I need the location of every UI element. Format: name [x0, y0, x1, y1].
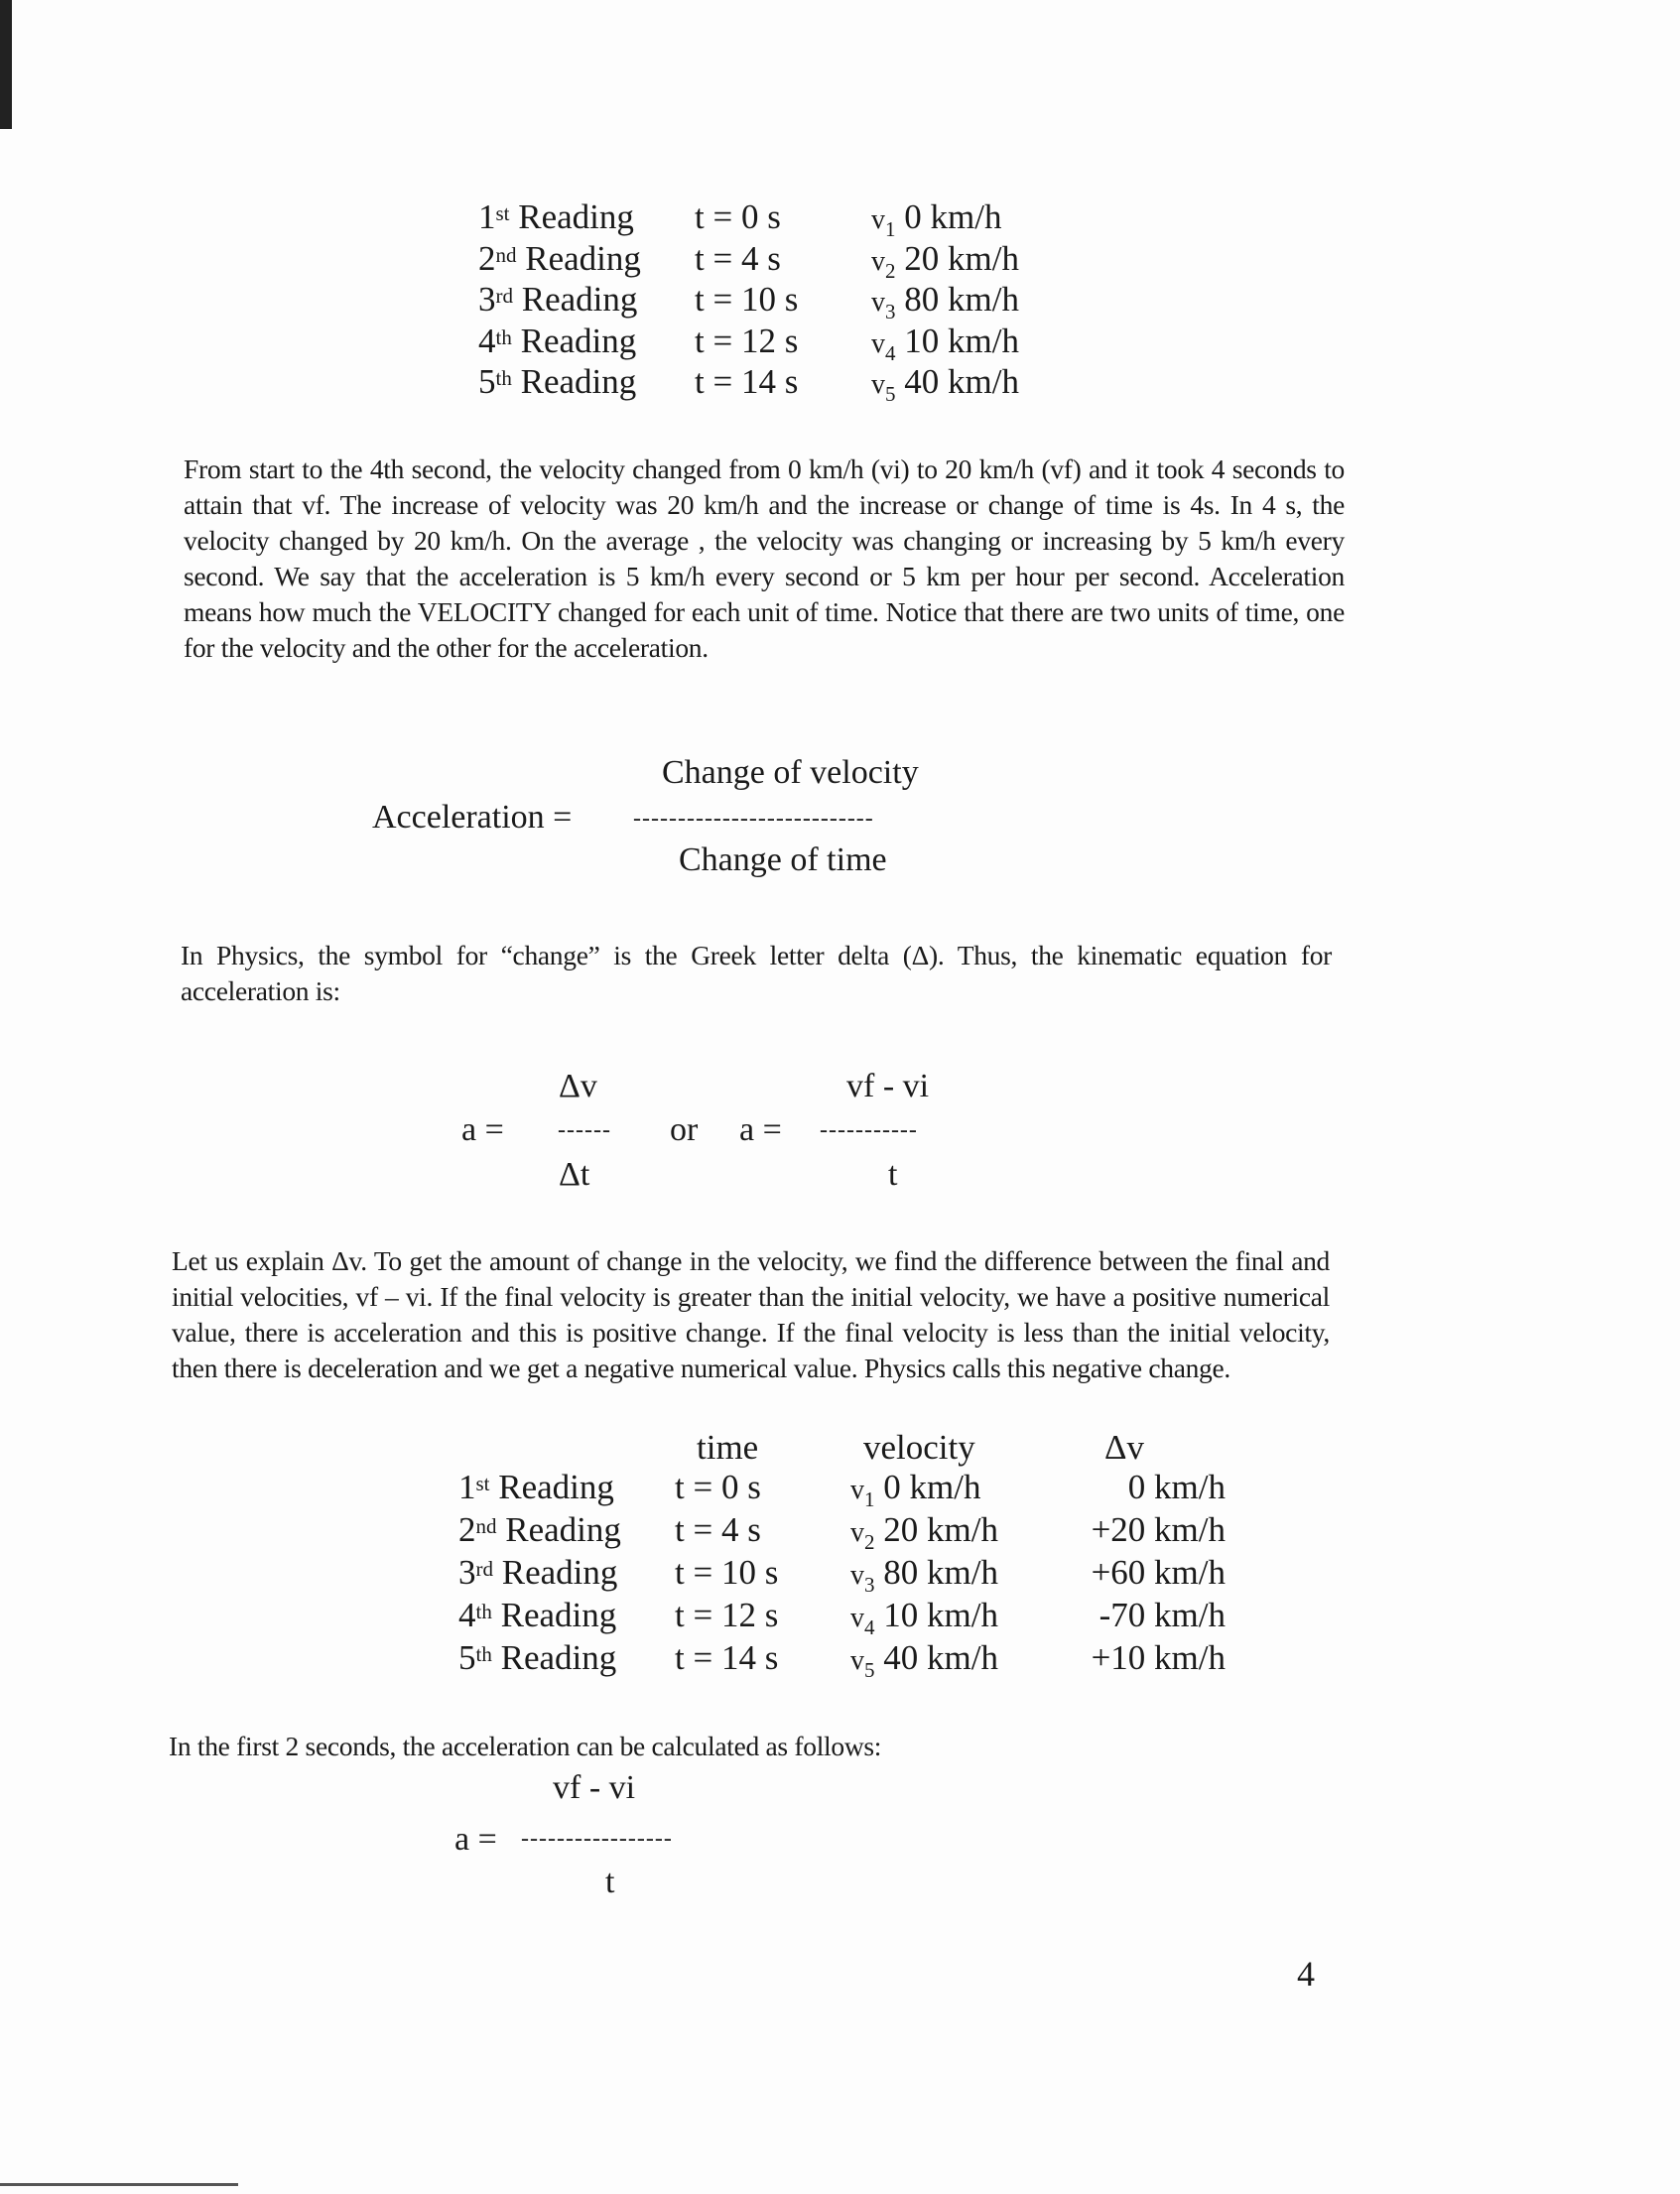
reading-time: t = 14 s	[675, 1638, 779, 1677]
formula2-lhs1: a =	[461, 1111, 504, 1148]
reading-word: Reading	[505, 1510, 621, 1549]
velocity-symbol: v	[850, 1560, 864, 1591]
paragraph-acceleration-intro: From start to the 4th second, the velocity changed from 0 km/h (vi) to 20 km/h (vf) and it took 4 seconds to attain that vf. The increase of velocity was 20 km/h and the increase or change of time is 4s. In 4 s, the velocity changed by 20 km/h. On the average , the velocity was changing or increasing by 5 km/h every second. We say that the acceleration is 5 km/h every second or 5 km per hour per second. Acceleration means how much the VELOCITY changed for each unit of time. Notice that there are two units of time, one for the velocity and the other for the acceleration.	[184, 453, 1345, 663]
velocity-symbol: v	[850, 1475, 864, 1505]
velocity-value: 0 km/h	[904, 197, 1002, 236]
reading-ordinal-suffix: st	[495, 201, 510, 225]
formula3-fraction-bar: -----------------	[521, 1826, 673, 1852]
scan-bottom-line	[0, 2183, 238, 2186]
velocity-symbol: v	[871, 327, 885, 359]
velocity-symbol: v	[871, 204, 885, 235]
reading-time: t = 4 s	[675, 1510, 761, 1549]
velocity-subscript: 4	[864, 1615, 875, 1639]
formula1-lhs: Acceleration =	[372, 799, 573, 836]
reading-velocity	[871, 361, 1019, 415]
velocity-value: 20 km/h	[883, 1510, 998, 1549]
paragraph-first-seconds: In the first 2 seconds, the acceleration can be calculated as follows:	[169, 1731, 882, 1761]
velocity-value: 0 km/h	[883, 1468, 981, 1506]
reading-label	[458, 1467, 614, 1508]
reading-label	[478, 321, 636, 362]
formula3-numerator: vf - vi	[553, 1769, 636, 1806]
reading-time: t = 14 s	[695, 362, 799, 401]
paragraph-delta: In Physics, the symbol for “change” is the Greek letter delta (Δ). Thus, the kinematic equation for acceleration is:	[181, 940, 1332, 1006]
reading-time: t = 4 s	[695, 238, 781, 278]
paragraph-delta-v: Let us explain Δv. To get the amount of change in the velocity, we find the difference between the final and initial velocities, vf – vi. If the final velocity is greater than the initial velocity, we have a positive numerical value, there is acceleration and this is positive change. If the final velocity is less than the initial velocity, then there is deceleration and we get a negative numerical value. Physics calls this negative change.	[172, 1245, 1330, 1383]
formula1-fraction-bar: ---------------------------	[633, 806, 874, 832]
reading-velocity	[850, 1637, 998, 1691]
reading-delta-v: 0 km/h	[1127, 1468, 1226, 1506]
formula2-num2: vf - vi	[846, 1068, 930, 1104]
formula1-denominator: Change of time	[679, 841, 887, 878]
reading-time: t = 12 s	[695, 321, 799, 360]
reading-ordinal-suffix: th	[495, 366, 512, 390]
reading-time: t = 12 s	[675, 1596, 779, 1634]
formula2-den1: Δt	[559, 1156, 590, 1193]
reading-ordinal: 3	[458, 1553, 476, 1592]
reading-label	[458, 1552, 617, 1594]
reading-ordinal: 1	[458, 1468, 476, 1506]
reading-time: t = 0 s	[695, 197, 781, 236]
reading-ordinal: 2	[458, 1510, 476, 1549]
reading-time: t = 10 s	[675, 1553, 779, 1592]
formula3-lhs: a =	[454, 1821, 497, 1858]
scan-edge	[0, 0, 12, 129]
reading-label	[478, 279, 637, 321]
velocity-symbol: v	[871, 245, 885, 277]
table2-header-time: time	[697, 1428, 759, 1467]
reading-word: Reading	[498, 1468, 614, 1506]
reading-ordinal: 1	[478, 197, 496, 236]
formula3-denominator: t	[605, 1864, 615, 1900]
velocity-subscript: 1	[885, 217, 896, 241]
formula1-numerator: Change of velocity	[662, 754, 919, 791]
reading-ordinal: 2	[478, 238, 496, 278]
velocity-subscript: 2	[864, 1530, 875, 1554]
reading-word: Reading	[500, 1596, 617, 1634]
velocity-symbol: v	[850, 1603, 864, 1633]
reading-label	[458, 1509, 621, 1551]
reading-label	[478, 361, 636, 403]
velocity-subscript: 3	[885, 300, 896, 323]
reading-word: Reading	[520, 321, 637, 360]
formula2-bar2: -----------	[820, 1117, 918, 1143]
velocity-value: 10 km/h	[904, 321, 1019, 360]
velocity-value: 20 km/h	[904, 238, 1019, 278]
reading-ordinal-suffix: th	[475, 1642, 492, 1666]
reading-ordinal-suffix: nd	[495, 242, 517, 267]
reading-ordinal: 5	[478, 362, 496, 401]
reading-word: Reading	[521, 280, 638, 319]
table2-header-velocity: velocity	[863, 1428, 975, 1467]
reading-time: t = 0 s	[675, 1468, 761, 1506]
formula2-num1: Δv	[559, 1068, 597, 1104]
velocity-value: 40 km/h	[904, 362, 1019, 401]
reading-ordinal-suffix: rd	[475, 1557, 493, 1581]
reading-ordinal-suffix: th	[495, 324, 512, 349]
reading-ordinal: 3	[478, 280, 496, 319]
reading-ordinal-suffix: rd	[495, 284, 513, 308]
page-number: 4	[1297, 1954, 1315, 1994]
velocity-subscript: 1	[864, 1487, 875, 1511]
velocity-subscript: 5	[864, 1658, 875, 1682]
reading-label	[458, 1595, 616, 1636]
velocity-value: 80 km/h	[904, 280, 1019, 319]
reading-word: Reading	[501, 1553, 618, 1592]
reading-word: Reading	[525, 238, 641, 278]
reading-ordinal: 4	[478, 321, 496, 360]
reading-word: Reading	[500, 1638, 617, 1677]
reading-delta-v: +60 km/h	[1091, 1553, 1226, 1592]
reading-label	[458, 1637, 616, 1679]
reading-delta-v: +10 km/h	[1091, 1638, 1226, 1677]
velocity-subscript: 5	[885, 382, 896, 406]
velocity-subscript: 2	[885, 258, 896, 283]
reading-ordinal: 4	[458, 1596, 476, 1634]
reading-ordinal-suffix: th	[475, 1600, 492, 1623]
velocity-symbol: v	[871, 287, 885, 318]
reading-ordinal-suffix: st	[475, 1472, 490, 1495]
velocity-symbol: v	[850, 1517, 864, 1548]
velocity-symbol: v	[871, 369, 885, 400]
reading-label	[478, 238, 641, 280]
table2-header-delta-v: Δv	[1104, 1428, 1145, 1467]
formula2-den2: t	[888, 1156, 898, 1193]
reading-word: Reading	[520, 362, 637, 401]
reading-time: t = 10 s	[695, 280, 799, 319]
reading-word: Reading	[518, 197, 634, 236]
velocity-value: 80 km/h	[883, 1553, 998, 1592]
formula2-bar1: ------	[558, 1117, 611, 1143]
velocity-value: 10 km/h	[883, 1596, 998, 1634]
velocity-value: 40 km/h	[883, 1638, 998, 1677]
reading-ordinal-suffix: nd	[475, 1514, 497, 1538]
velocity-subscript: 4	[885, 340, 896, 365]
formula2-lhs2: a =	[739, 1111, 782, 1148]
velocity-subscript: 3	[864, 1573, 875, 1597]
reading-ordinal: 5	[458, 1638, 476, 1677]
reading-delta-v: +20 km/h	[1091, 1510, 1226, 1549]
formula2-or: or	[670, 1111, 699, 1148]
reading-label	[478, 196, 634, 238]
reading-delta-v: -70 km/h	[1098, 1596, 1226, 1634]
velocity-symbol: v	[850, 1645, 864, 1676]
